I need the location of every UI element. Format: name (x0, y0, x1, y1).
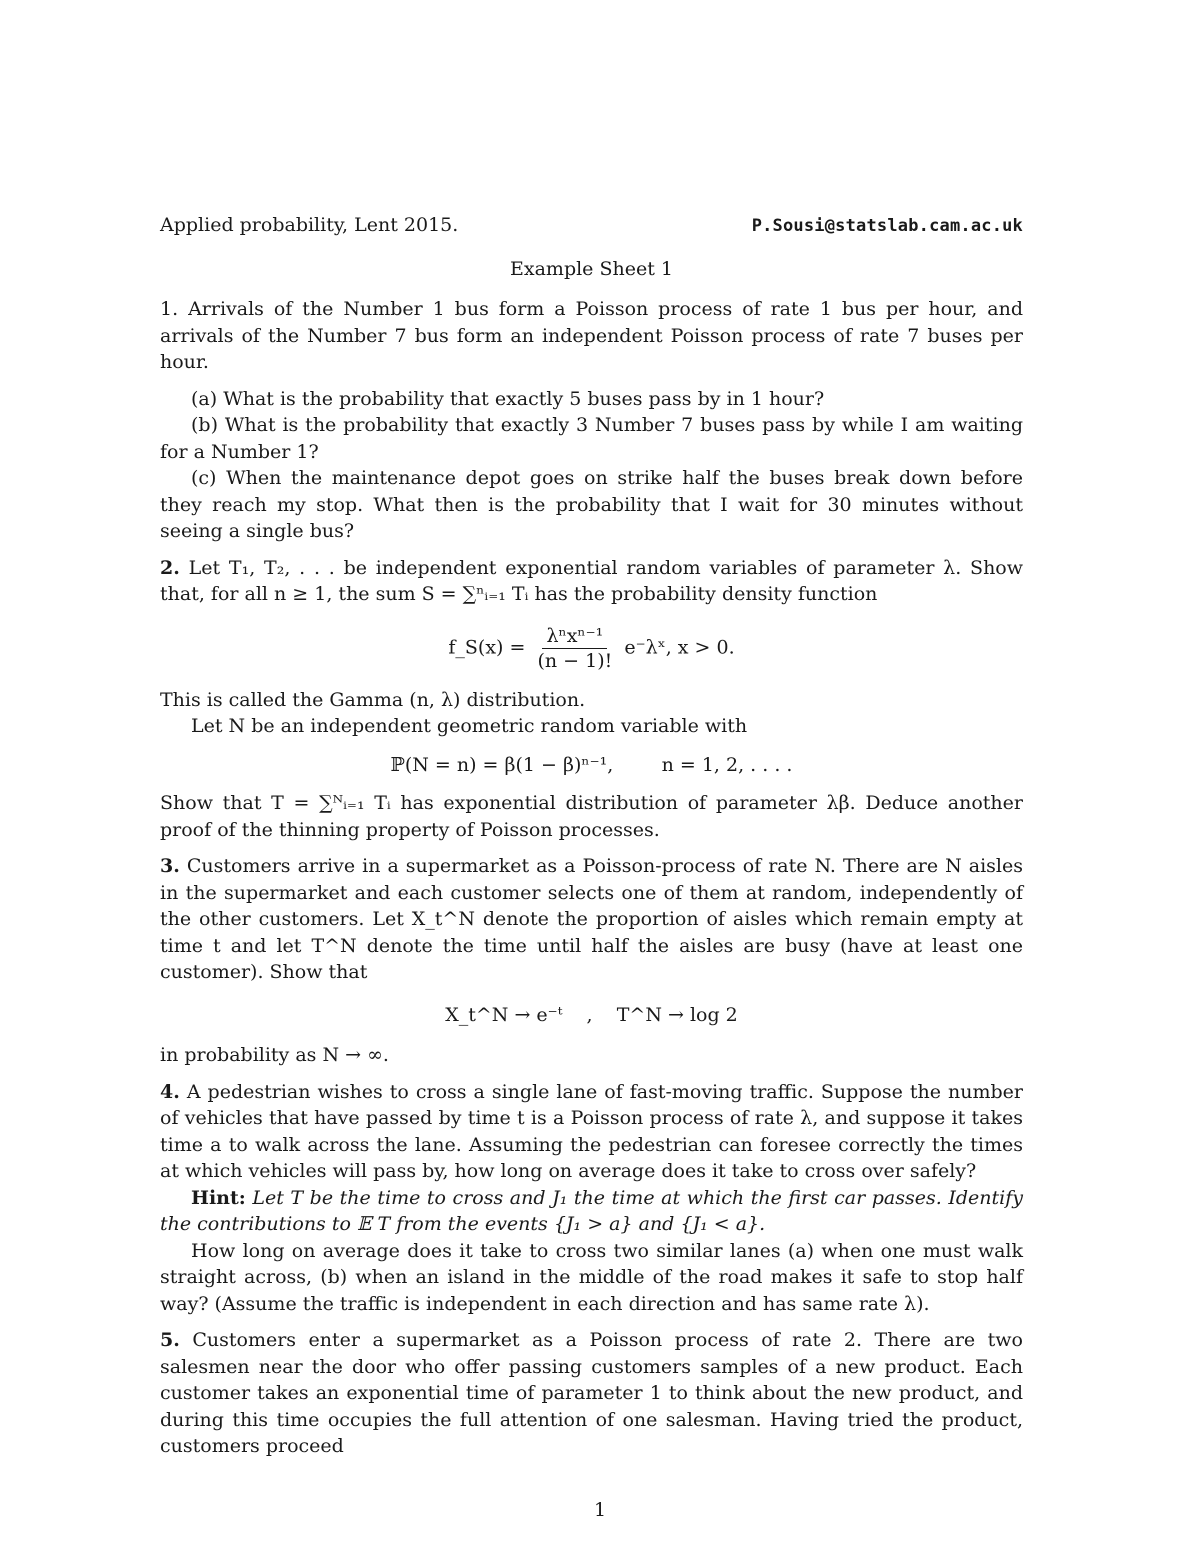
question-2-p4: Show that T = ∑ᴺᵢ₌₁ Tᵢ has exponential distribution of parameter λβ. Deduce another proof of the thinning property of Poisson processes. (160, 792, 1023, 841)
question-4-p2: How long on average does it take to cross two similar lanes (a) when one must walk straight across, (b) when an island in the middle of the road makes it safe to stop half way? (Assume the traffic is independent in each direction and has same rate λ). (160, 1239, 1023, 1315)
eq1-fraction (533, 624, 616, 673)
question-4-hint (160, 1185, 1023, 1238)
eq1-denominator: (n − 1)! (537, 649, 613, 672)
sheet-title: Example Sheet 1 (510, 257, 673, 280)
question-2-p2: This is called the Gamma (n, λ) distribution. (160, 688, 586, 711)
question-1a: (a) What is the probability that exactly 5 buses pass by in 1 hour? (191, 387, 825, 410)
convergence-equation: X_t^N → e⁻ᵗ , T^N → log 2 (445, 1003, 738, 1026)
eq1-rhs: e⁻λˣ, x > 0. (624, 636, 735, 658)
hint-label: Hint: (191, 1186, 246, 1209)
question-4-p1 (160, 1079, 1023, 1185)
question-3-number: 3. (160, 855, 180, 877)
question-2 (160, 555, 1023, 844)
geometric-equation: ℙ(N = n) = β(1 − β)ⁿ⁻¹, n = 1, 2, . . . . (390, 753, 793, 776)
eq1-lhs: f_S(x) = (448, 636, 526, 658)
question-4-text: A pedestrian wishes to cross a single lane of fast-moving traffic. Suppose the number of vehicles that have passed by time t is a Poisson process of rate λ, and suppose it takes time a to walk across the lane. Assuming the pedestrian can foresee correctly the times at which vehicles will pass by, how long on average does it take to cross over safely? (160, 1080, 1023, 1182)
question-2-text: Let T₁, T₂, . . . be independent exponential random variables of parameter λ. Show that, for all n ≥ 1, the sum S = ∑ⁿᵢ₌₁ Tᵢ has the probability density function (160, 556, 1024, 605)
question-4 (160, 1079, 1023, 1318)
gamma-density-equation (160, 624, 1023, 673)
header (160, 212, 1023, 240)
page-number: 1 (593, 1499, 607, 1521)
author-email: P.Sousi@statslab.cam.ac.uk (751, 216, 1023, 236)
question-2-number: 2. (160, 556, 180, 579)
question-1 (160, 296, 1023, 545)
question-3-p1 (160, 853, 1023, 986)
course-title: Applied probability, Lent 2015. (160, 214, 459, 236)
hint-text: Let T be the time to cross and J₁ the time at which the first car passes. Identify the contributions to 𝔼 T from the events {J₁ > a} and {J₁ < a}. (160, 1186, 1023, 1235)
question-1c: (c) When the maintenance depot goes on strike half the buses break down before they reach my stop. What then is the probability that I wait for 30 minutes without seeing a single bus? (160, 467, 1023, 542)
eq1-numerator: λⁿxⁿ⁻¹ (542, 624, 607, 649)
question-4-number: 4. (160, 1080, 180, 1103)
question-1-intro: 1. Arrivals of the Number 1 bus form a Poisson process of rate 1 bus per hour, and arrivals of the Number 7 bus form an independent Poisson process of rate 7 buses per hour. (160, 298, 1023, 373)
question-2-p1 (160, 555, 1023, 608)
question-5-p1 (160, 1327, 1023, 1460)
question-5-number: 5. (160, 1329, 180, 1351)
question-5-text: Customers enter a supermarket as a Poisson process of rate 2. There are two salesmen near the door who offer passing customers samples of a new product. Each customer takes an exponential time of parameter 1 to think about the new product, and during this time occupies the full attention of one salesman. Having tried the product, customers proceed (160, 1329, 1023, 1457)
question-2-p3: Let N be an independent geometric random variable with (191, 715, 748, 737)
document-page (160, 212, 1023, 1460)
question-5 (160, 1327, 1023, 1460)
question-1b: (b) What is the probability that exactly 3 Number 7 buses pass by while I am waiting for a Number 1? (160, 414, 1023, 463)
question-3-p2: in probability as N → ∞. (160, 1044, 389, 1066)
question-3-text: Customers arrive in a supermarket as a Poisson-process of rate N. There are N aisles in the supermarket and each customer selects one of them at random, independently of the other customers. Let X_t^N denote the proportion of aisles which remain empty at time t and let T^N denote the time until half the aisles are busy (have at least one customer). Show that (160, 855, 1023, 983)
question-3 (160, 853, 1023, 1069)
